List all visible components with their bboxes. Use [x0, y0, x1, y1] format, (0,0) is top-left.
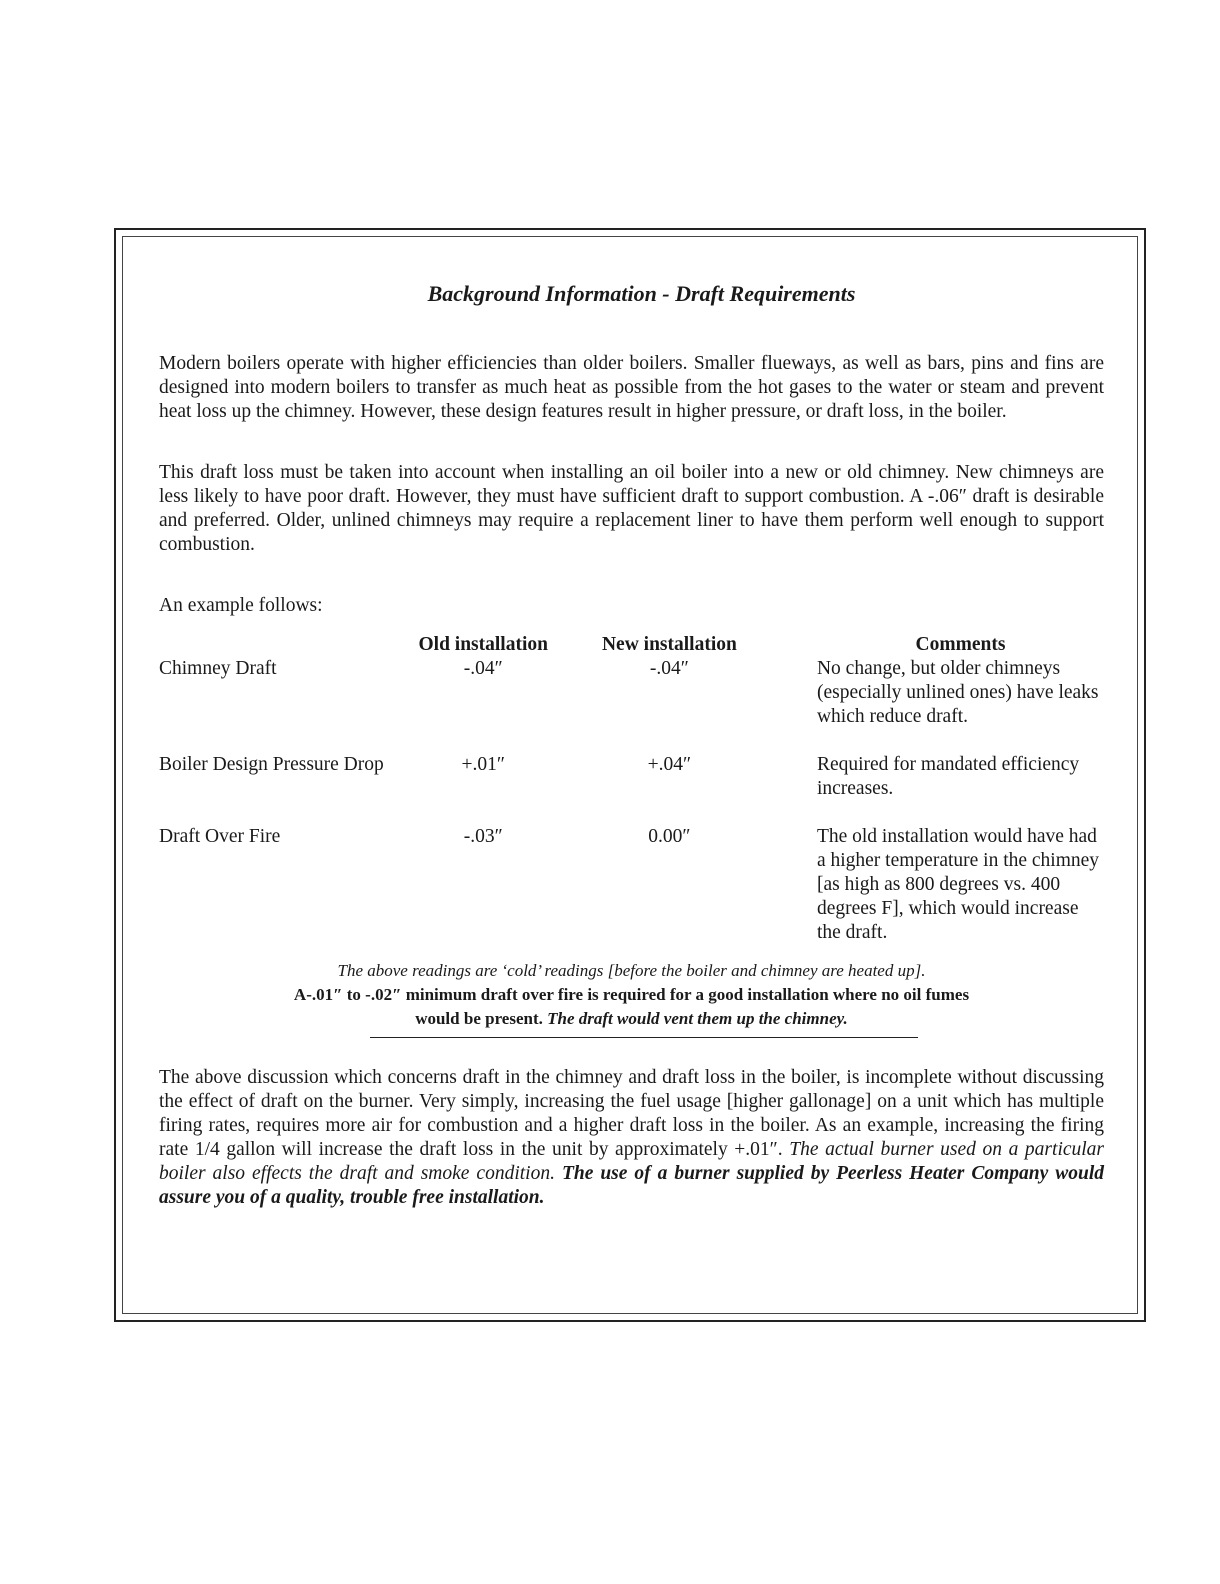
paragraph-burner-discussion: [159, 1066, 1104, 1210]
burner-discussion-text: The above discussion which concerns draft in the chimney and draft loss in the boiler, is incomplete without discussing the effect of draft on the burner. Very simply, increasing the fuel usage [higher gallonage] on a unit which has multiple firing rates, requires more air for combustion and a higher draft loss in the boiler. As an example, increasing the firing rate 1/4 gallon will increase the draft loss in the unit by approximately +.01″.: [159, 1067, 1104, 1160]
divider-rule: [370, 1037, 918, 1038]
row-new-value: +.04″: [647, 754, 692, 775]
paragraph-draft-loss: This draft loss must be taken into account when installing an oil boiler into a new or old chimney. New chimneys are less likely to have poor draft. However, they must have sufficient draft to support combustion. A -.06″ draft is desirable and preferred. Older, unlined chimneys may require a replacement liner to have them perform well enough to support combustion.: [159, 462, 1104, 555]
row-old-value: -.04″: [463, 658, 503, 679]
table-header-row: [159, 633, 1104, 657]
minimum-draft-note-line1: A-.01″ to -.02″ minimum draft over fire is required for a good installation where no oil fumes: [293, 985, 970, 1004]
header-old-installation: Old installation: [418, 634, 548, 655]
vent-fumes-note: The draft would vent them up the chimney.: [547, 1009, 848, 1028]
row-old-value: -.03″: [463, 826, 503, 847]
row-comment: The old installation would have had a higher temperature in the chimney [as high as 800 degrees vs. 400 degrees F], which would increase the draft.: [816, 826, 1100, 943]
header-new-installation: New installation: [601, 634, 737, 655]
document-content: [159, 282, 1104, 1210]
table-row: [159, 657, 1104, 729]
draft-comparison-table: [159, 633, 1104, 945]
row-comment: Required for mandated efficiency increases.: [816, 754, 1080, 799]
row-label: Chimney Draft: [159, 658, 277, 679]
peerless-recommendation: The use of a burner supplied by Peerless Heater Company would assure you of a quality, trouble free installation.: [159, 1163, 1105, 1208]
cold-readings-note: The above readings are ‘cold’ readings [before the boiler and chimney are heated up].: [337, 961, 926, 980]
header-comments: Comments: [915, 634, 1006, 655]
row-label: Draft Over Fire: [159, 826, 281, 847]
row-label: Boiler Design Pressure Drop: [159, 754, 384, 775]
burner-effect-note: The actual burner used on a particular boiler also effects the draft and smoke condition.: [159, 1139, 1105, 1184]
table-row: [159, 825, 1104, 945]
row-new-value: -.04″: [649, 658, 689, 679]
row-old-value: +.01″: [461, 754, 505, 775]
table-row: [159, 753, 1104, 801]
row-comment: No change, but older chimneys (especially unlined ones) have leaks which reduce draft.: [816, 658, 1099, 727]
example-intro: An example follows:: [159, 595, 323, 616]
minimum-draft-note-line2: [159, 1007, 1104, 1031]
document-title: Background Information - Draft Requirements: [427, 281, 856, 306]
minimum-draft-note-line2-bold: would be present.: [415, 1009, 543, 1028]
paragraph-modern-boilers: Modern boilers operate with higher efficiencies than older boilers. Smaller flueways, as well as bars, pins and fins are designed into modern boilers to transfer as much heat as possible from the hot gases to the water or steam and prevent heat loss up the chimney. However, these design features result in higher pressure, or draft loss, in the boiler.: [159, 353, 1104, 422]
row-new-value: 0.00″: [648, 826, 691, 847]
